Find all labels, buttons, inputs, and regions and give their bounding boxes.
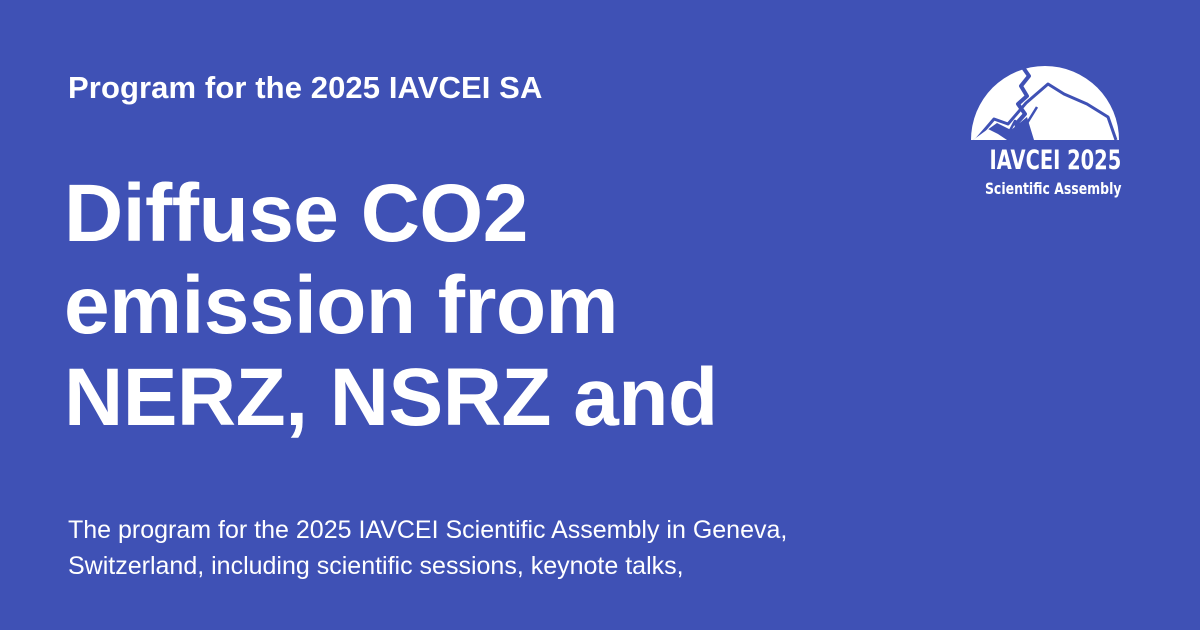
headline-line: emission from [64, 260, 618, 351]
mountain-logo-icon [966, 56, 1124, 142]
description-line: The program for the 2025 IAVCEI Scientific Assembly in Geneva, [68, 516, 788, 544]
description [68, 512, 968, 584]
logo-subtitle: Scientific Assembly [984, 179, 1122, 198]
headline-line: NERZ, NSRZ and [64, 352, 718, 443]
description-line: Switzerland, including scientific sessions, keynote talks, [68, 552, 684, 580]
headline-line: Diffuse CO2 [64, 168, 528, 259]
kicker-text: Program for the 2025 IAVCEI SA [68, 70, 543, 105]
headline [64, 168, 924, 444]
logo-title: IAVCEI 2025 [989, 145, 1122, 176]
iavcei-logo [966, 56, 1124, 206]
